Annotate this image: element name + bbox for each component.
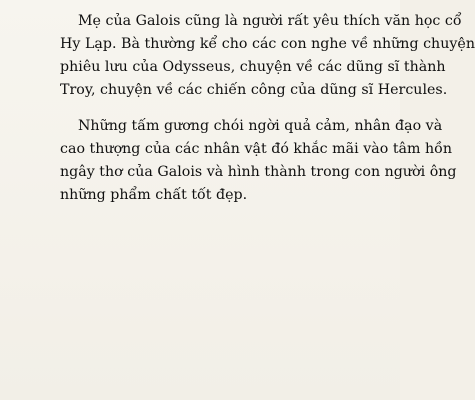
paragraph-spacer <box>60 102 380 115</box>
paragraph-1 <box>60 10 475 102</box>
text-line: Troy, chuyện về các chiến công của dũng sĩ Hercules. <box>60 82 448 98</box>
text-line: phiêu lưu của Odysseus, chuyện về các dũng sĩ thành <box>60 59 446 75</box>
text-line: ngây thơ của Galois và hình thành trong con người ông <box>60 164 457 180</box>
paragraph-2 <box>60 115 457 207</box>
bleed-through-heading <box>195 0 370 10</box>
text-line: Mẹ của Galois cũng là người rất yêu thích văn học cổ <box>78 13 462 29</box>
text-line: Hy Lạp. Bà thường kể cho các con nghe về những chuyện <box>60 36 475 52</box>
text-line: những phẩm chất tốt đẹp. <box>60 187 248 203</box>
text-line: Những tấm gương chói ngời quả cảm, nhân đạo và <box>78 118 443 134</box>
text-line: cao thượng của các nhân vật đó khắc mãi vào tâm hồn <box>60 141 453 157</box>
page-text <box>60 10 475 207</box>
